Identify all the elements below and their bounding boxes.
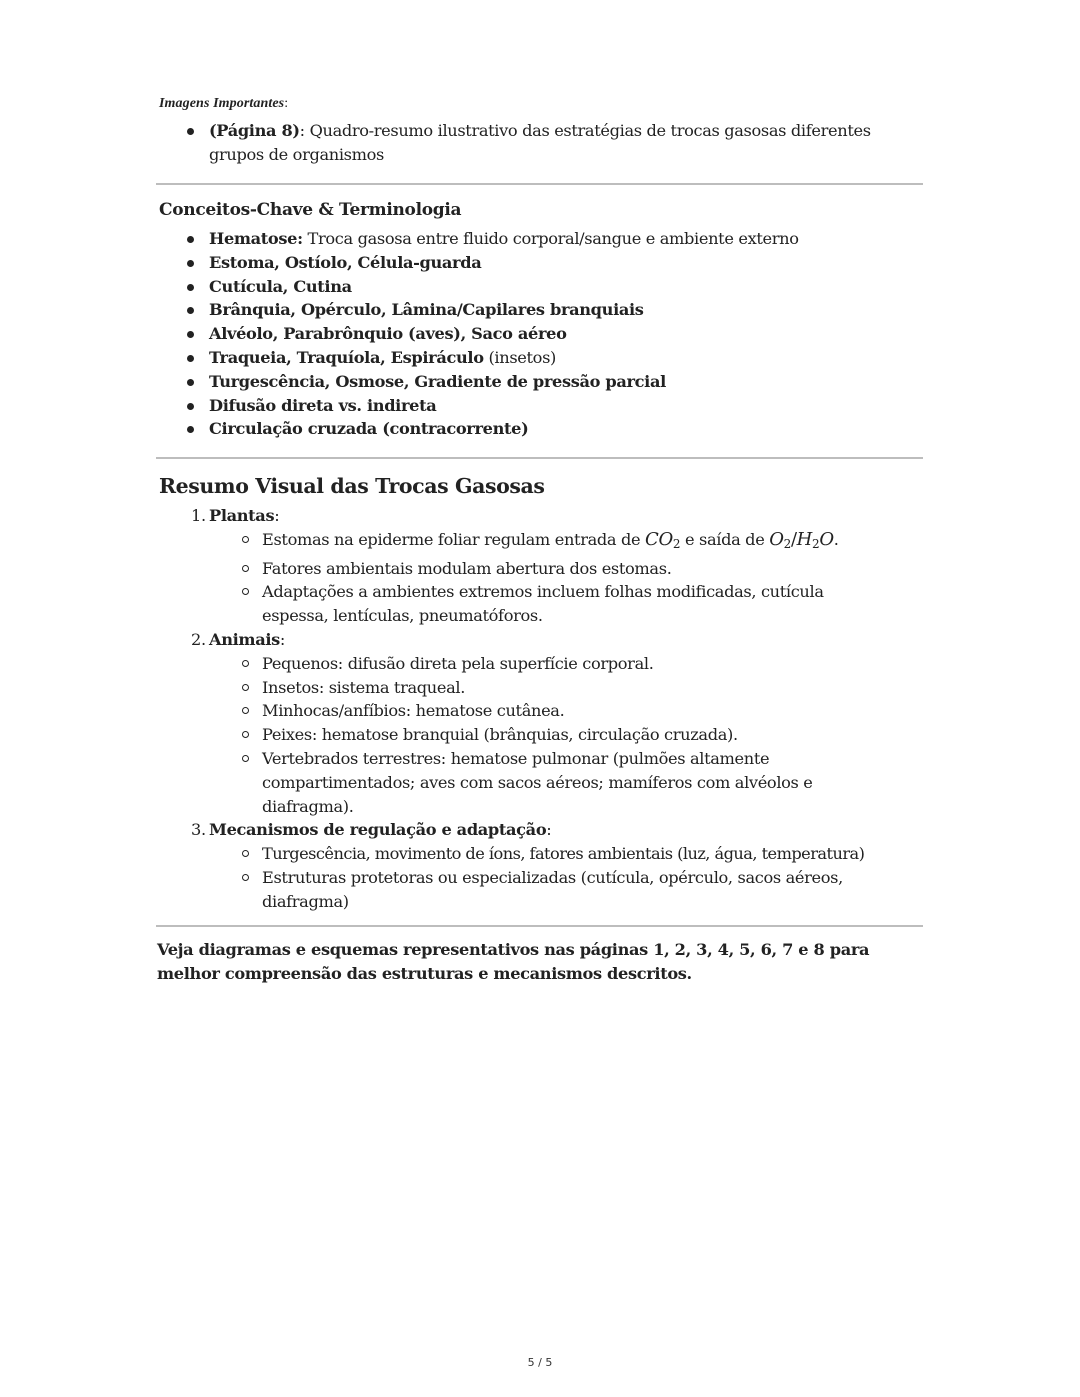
- divider: [156, 457, 923, 459]
- item-text: .: [833, 529, 839, 549]
- math-o2-h2o: [769, 529, 834, 550]
- term: Alvéolo, Parabrônquio (aves), Saco aéreo: [209, 324, 567, 344]
- math-base: O: [819, 528, 834, 550]
- bullet-icon: [187, 355, 194, 362]
- images-heading-text: Imagens Importantes: [159, 96, 285, 111]
- math-base: CO: [645, 528, 673, 550]
- list-item: [157, 723, 924, 747]
- item-text: Adaptações a ambientes extremos incluem folhas modificadas, cutícula espessa, lentículas, pneumatóforos.: [262, 582, 824, 626]
- images-heading: [159, 96, 288, 112]
- item-text: e saída de: [680, 529, 770, 549]
- group-colon: :: [279, 629, 286, 649]
- divider: [156, 183, 923, 185]
- list-item: [157, 842, 924, 866]
- page-number: 5 / 5: [527, 1356, 553, 1369]
- list-item: [157, 417, 924, 441]
- bullet-icon: [187, 403, 194, 410]
- circle-bullet-icon: [242, 755, 249, 762]
- group-colon: :: [274, 506, 280, 525]
- item-text: Fatores ambientais modulam abertura dos estomas.: [262, 558, 672, 578]
- term: Circulação cruzada (contracorrente): [209, 419, 529, 439]
- list-item: [157, 699, 924, 723]
- list-item: [157, 652, 924, 676]
- list-item: [157, 394, 924, 418]
- group-number: 2.: [191, 629, 206, 649]
- closing-note: Veja diagramas e esquemas representativos nas páginas 1, 2, 3, 4, 5, 6, 7 e 8 para melhor compreensão das estruturas e mecanismos descritos.: [157, 940, 870, 983]
- group-number: 1.: [191, 506, 206, 525]
- list-item: [157, 227, 924, 251]
- term: Estoma, Ostíolo, Célula-guarda: [209, 252, 482, 272]
- item-text: Turgescência, movimento de íons, fatores ambientais (luz, água, temperatura): [262, 844, 865, 864]
- group-colon: :: [546, 820, 552, 840]
- list-item: [157, 298, 924, 322]
- definition: Troca gasosa entre fluido corporal/sangue e ambiente externo: [302, 229, 799, 248]
- list-item: [157, 866, 924, 914]
- item-text: Insetos: sistema traqueal.: [262, 677, 466, 697]
- definition: (insetos): [483, 347, 556, 367]
- group-title: Mecanismos de regulação e adaptação: [209, 820, 547, 840]
- item-text: Minhocas/anfíbios: hematose cutânea.: [262, 701, 565, 721]
- circle-bullet-icon: [242, 660, 249, 667]
- circle-bullet-icon: [242, 850, 249, 857]
- list-item: [157, 322, 924, 346]
- summary-group-mecanismos: [157, 818, 924, 842]
- list-item: [157, 275, 924, 299]
- list-item: [157, 557, 924, 581]
- divider: [156, 925, 923, 927]
- item-text: Estruturas protetoras ou especializadas (cutícula, opérculo, sacos aéreos, diafragma): [262, 867, 843, 911]
- item-text: Pequenos: difusão direta pela superfície corporal.: [262, 653, 654, 673]
- math-base: H: [796, 528, 813, 550]
- circle-bullet-icon: [242, 536, 249, 543]
- bullet-icon: [187, 331, 194, 338]
- circle-bullet-icon: [242, 565, 249, 572]
- item-text: : Quadro-resumo ilustrativo das estratégias de trocas gasosas diferentes grupos de organismos: [209, 121, 871, 164]
- item-bold: (Página 8): [209, 121, 300, 140]
- math-sub: 2: [783, 536, 791, 551]
- circle-bullet-icon: [242, 874, 249, 881]
- bullet-icon: [187, 307, 194, 314]
- concepts-heading: Conceitos-Chave & Terminologia: [159, 200, 462, 220]
- bullet-icon: [187, 128, 194, 135]
- item-text: Estomas na epiderme foliar regulam entrada de: [262, 529, 646, 549]
- summary-list: [157, 504, 924, 914]
- concepts-list: [157, 227, 924, 441]
- list-item: [157, 370, 924, 394]
- group-number: 3.: [191, 820, 206, 840]
- list-item: [157, 528, 924, 557]
- list-item: [157, 747, 924, 818]
- item-text: Vertebrados terrestres: hematose pulmonar (pulmões altamente compartimentados; aves com sacos aéreos; mamíferos com alvéolos e diafragma).: [262, 748, 813, 816]
- item-text: Peixes: hematose branquial (brânquias, circulação cruzada).: [262, 725, 738, 745]
- summary-group-plantas: [157, 504, 924, 528]
- term: Hematose:: [209, 229, 303, 248]
- bullet-icon: [187, 260, 194, 267]
- term: Cutícula, Cutina: [209, 276, 352, 296]
- bullet-icon: [187, 236, 194, 243]
- circle-bullet-icon: [242, 707, 249, 714]
- math-sub: 2: [672, 536, 681, 551]
- list-item: [157, 251, 924, 275]
- math-sub: 2: [812, 536, 820, 551]
- circle-bullet-icon: [242, 588, 249, 595]
- circle-bullet-icon: [242, 731, 249, 738]
- term: Traqueia, Traquíola, Espiráculo: [209, 347, 484, 367]
- summary-heading: Resumo Visual das Trocas Gasosas: [159, 474, 545, 498]
- bullet-icon: [187, 379, 194, 386]
- bullet-icon: [187, 284, 194, 291]
- math-base: O: [769, 528, 784, 550]
- list-item: [157, 580, 924, 628]
- summary-group-animais: [157, 628, 924, 652]
- list-item: [157, 676, 924, 700]
- term: Brânquia, Opérculo, Lâmina/Capilares branquiais: [209, 300, 644, 320]
- math-co2: [645, 529, 680, 550]
- group-title: Animais: [209, 629, 280, 649]
- bullet-icon: [187, 426, 194, 433]
- term: Difusão direta vs. indireta: [209, 395, 437, 415]
- images-heading-colon: :: [284, 96, 289, 111]
- list-item: [157, 119, 924, 167]
- list-item: [157, 346, 924, 370]
- math-slash: /: [790, 528, 797, 550]
- circle-bullet-icon: [242, 684, 249, 691]
- images-list: [157, 119, 924, 167]
- term: Turgescência, Osmose, Gradiente de pressão parcial: [209, 371, 666, 391]
- group-title: Plantas: [209, 506, 275, 525]
